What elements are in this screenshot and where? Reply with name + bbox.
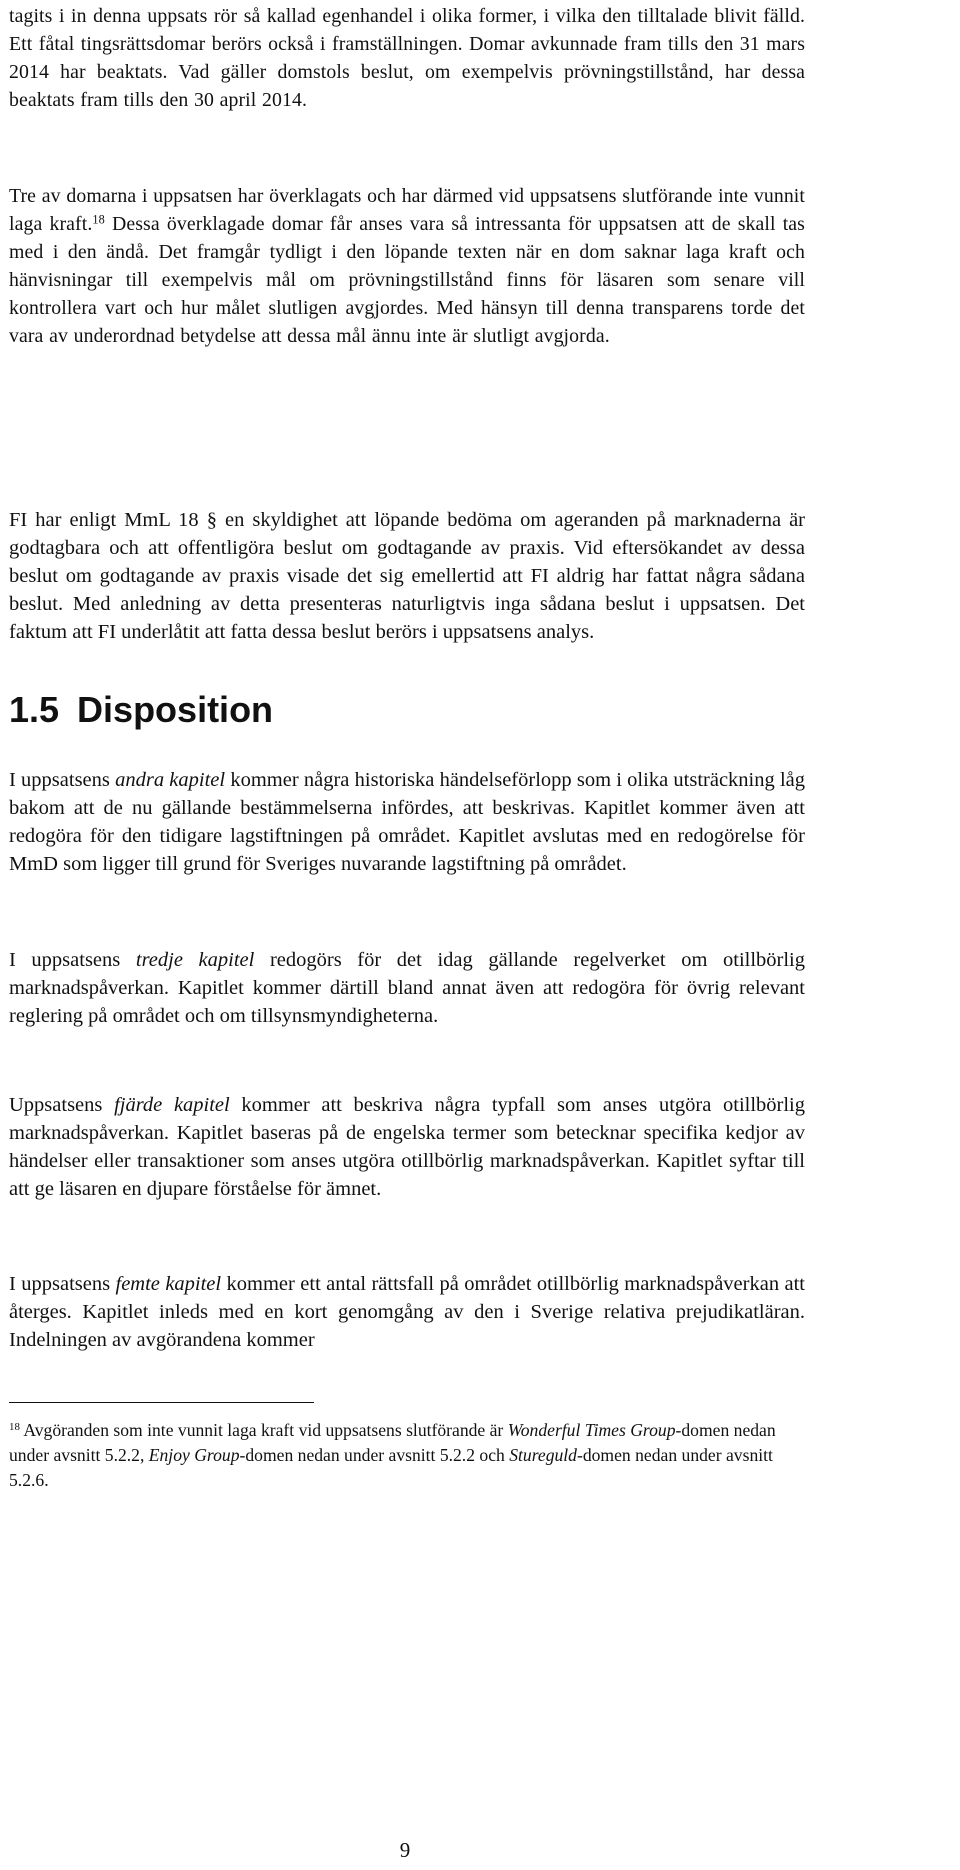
text-segment: I uppsatsens (9, 949, 136, 971)
paragraph-chapter-four (9, 1091, 805, 1203)
case-name: Wonderful Times Group (507, 1420, 676, 1440)
case-name: Enjoy Group (148, 1445, 240, 1465)
text-segment: -domen nedan under avsnitt 5.2.2 och (239, 1445, 510, 1465)
text-segment: Avgöranden som inte vunnit laga kraft vid uppsatsens slutförande är (19, 1420, 508, 1440)
footnote-divider (9, 1402, 314, 1403)
section-number: 1.5 (9, 689, 60, 730)
footnote-reference[interactable]: 18 (92, 212, 105, 227)
page-number: 9 (399, 1838, 411, 1862)
text-segment: kommer några historiska händelseförlopp som i olika utsträckning låg bakom att de nu gällande bestämmelserna infördes, att beskrivas. Kapitlet kommer även att redogöra för den tidigare lagstiftningen på området. Kapitlet avslutas med en redogörelse för MmD som ligger till grund för Sveriges nuvarande lagstiftning på området. (9, 769, 806, 875)
text-segment: redogörs för det idag gällande regelverket om otillbörlig marknadspåverkan. Kapitlet kommer därtill bland annat även att redogöra för övrig relevant reglering på området och om tillsynsmyndigheterna. (9, 949, 805, 1027)
paragraph-chapter-two (9, 766, 805, 878)
section-heading (9, 688, 273, 732)
paragraph-appealed-judgments (9, 182, 805, 350)
text-segment: I uppsatsens (9, 769, 116, 791)
chapter-emphasis: tredje kapitel (135, 949, 255, 971)
text-segment: Tre av domarna i uppsatsen har överklagats och har därmed vid uppsatsens slutförande inte vunnit laga kraft. (9, 185, 805, 235)
footnote-18 (9, 1418, 805, 1493)
paragraph-chapter-three (9, 946, 805, 1030)
text-segment: -domen nedan under avsnitt 5.2.6. (9, 1445, 773, 1490)
chapter-emphasis: fjärde kapitel (114, 1094, 230, 1116)
text-segment: Dessa överklagade domar får anses vara så intressanta för uppsatsen att de skall tas med i den ändå. Det framgår tydligt i den löpande texten när en dom saknar laga kraft och hänvisningar till exempelvis mål om prövningstillstånd finns för läsaren som senare vill kontrollera vart och hur målet slutligen avgjordes. Med hänsyn till denna transparens torde det vara av underordnad betydelse att dessa mål ännu inte är slutligt avgjorda. (9, 213, 805, 347)
text-segment: kommer ett antal rättsfall på området otillbörlig marknadspåverkan att återges. Kapitlet inleds med en kort genomgång av den i Sverige relativa prejudikatläran. Indelningen av avgörandena kommer (9, 1273, 805, 1351)
chapter-emphasis: andra kapitel (115, 769, 226, 791)
case-name: Stureguld (509, 1445, 577, 1465)
text-segment: Uppsatsens (9, 1094, 115, 1116)
footnote-number: 18 (9, 1421, 20, 1433)
text-segment: I uppsatsens (9, 1273, 116, 1295)
paragraph-intro-scope: tagits i in denna uppsats rör så kallad egenhandel i olika former, i vilka den tilltalade blivit fälld. Ett fåtal tingsrättsdomar berörs också i framställningen. Domar avkunnade fram tills den 31 mars 2014 har beaktats. Vad gäller domstols beslut, om exempelvis prövningstillstånd, har dessa beaktats fram tills den 30 april 2014. (9, 5, 805, 111)
chapter-emphasis: femte kapitel (115, 1273, 222, 1295)
paragraph-chapter-five (9, 1270, 805, 1354)
section-title: Disposition (77, 689, 274, 730)
text-segment: -domen nedan under avsnitt 5.2.2, (9, 1420, 776, 1465)
paragraph-fi-decisions: FI har enligt MmL 18 § en skyldighet att löpande bedöma om ageranden på marknaderna är godtagbara och att offentligöra beslut om godtagande av praxis. Vid eftersökandet av dessa beslut om godtagande av praxis visade det sig emellertid att FI aldrig har fattat några sådana beslut. Med anledning av detta presenteras naturligtvis inga sådana beslut i uppsatsen. Det faktum att FI underlåtit att fatta dessa beslut berörs i uppsatsens analys. (9, 509, 805, 643)
text-segment: kommer att beskriva några typfall som anses utgöra otillbörlig marknadspåverkan. Kapitlet baseras på de engelska termer som betecknar specifika kedjor av händelser eller transaktioner som anses utgöra otillbörlig marknadspåverkan. Kapitlet syftar till att ge läsaren en djupare förståelse för ämnet. (9, 1094, 805, 1200)
